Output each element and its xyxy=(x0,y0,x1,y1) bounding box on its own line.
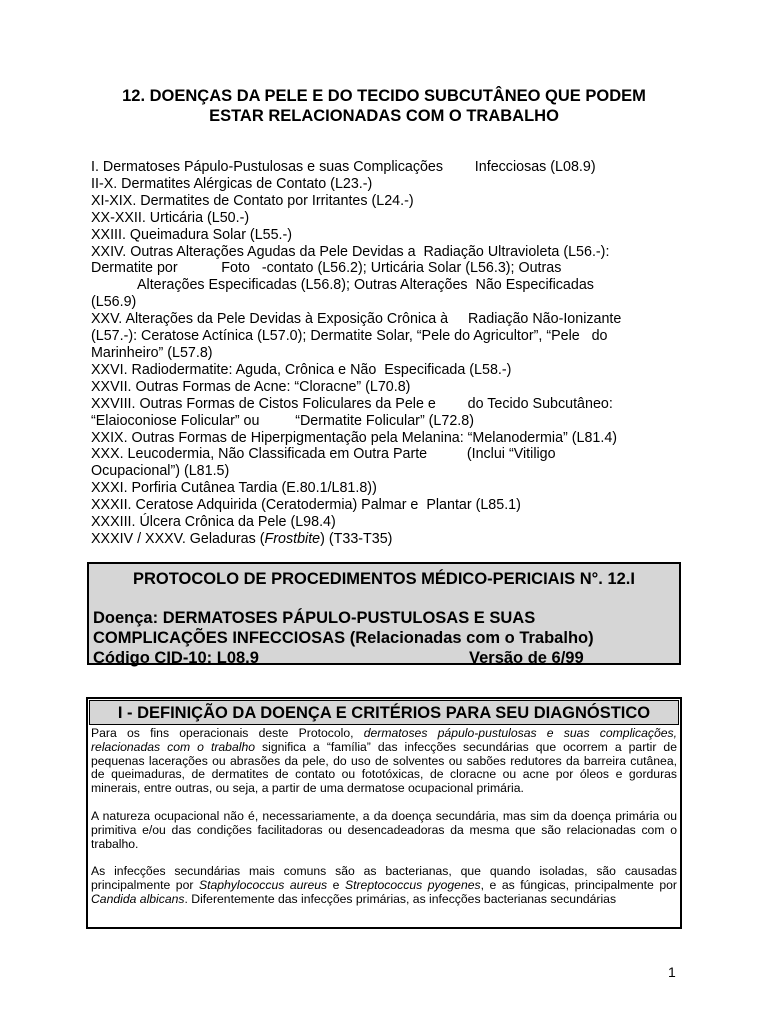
list-item: XXIV. Outras Alterações Agudas da Pele Devidas a Radiação Ultravioleta (L56.-): xyxy=(91,243,610,260)
paragraph xyxy=(91,727,677,796)
list-item: XI-XIX. Dermatites de Contato por Irritantes (L24.-) xyxy=(91,192,414,209)
disease-name-cont: COMPLICAÇÕES INFECCIOSAS xyxy=(93,629,346,647)
paragraph-text: significa a “família” das infecções secundárias que ocorrem a partir de pequenas lacerações ou abrasões da pele, do uso de solventes ou sabões redutores da barreira cutânea, de queimaduras, de dermatites de contato ou fototóxicas, de cloracne ou acne por óleos e gorduras minerais, entre outras, ou seja, a partir de uma dermatose ocupacional primária. xyxy=(91,739,677,796)
list-item: Alterações Especificadas (L56.8); Outras Alterações Não Especificadas xyxy=(137,277,594,294)
disease-label: Doença: xyxy=(93,609,159,627)
list-item: Marinheiro” (L57.8) xyxy=(91,344,213,361)
paragraph-text: e xyxy=(327,878,345,893)
list-item: XXVI. Radiodermatite: Aguda, Crônica e Não Especificada (L58.-) xyxy=(91,361,512,378)
paragraph-italic: Streptococcus pyogenes xyxy=(344,878,481,893)
list-item: I. Dermatoses Pápulo-Pustulosas e suas Complicações Infecciosas (L08.9) xyxy=(91,159,596,175)
list-item-text: ) (T33-T35) xyxy=(320,530,393,547)
cid-code: Código CID-10: L08.9 xyxy=(93,649,259,667)
protocol-disease xyxy=(93,608,679,648)
paragraph-italic: Candida albicans xyxy=(91,891,185,906)
paragraph-text: . Diferentemente das infecções primárias, as infecções bacterianas secundárias xyxy=(184,891,617,906)
paragraph-italic: Staphylococcus aureus xyxy=(198,878,328,893)
section-heading: I - DEFINIÇÃO DA DOENÇA E CRITÉRIOS PARA SEU DIAGNÓSTICO xyxy=(89,700,679,725)
version: Versão de 6/99 xyxy=(469,649,584,667)
paragraph: A natureza ocupacional não é, necessariamente, a da doença secundária, mas sim da doença primária ou primitiva e/ou das condições facilitadoras ou desencadeadoras da mesma que são relacionadas com o trabalho. xyxy=(91,808,677,851)
title-line-1: 12. DOENÇAS DA PELE E DO TECIDO SUBCUTÂNEO QUE PODEM xyxy=(122,87,646,105)
list-item-italic: Frostbite xyxy=(264,530,321,547)
paragraph-text: Para os fins operacionais deste Protocolo, xyxy=(91,726,364,740)
list-item: Ocupacional”) (L81.5) xyxy=(91,463,230,480)
list-item: XXX. Leucodermia, Não Classificada em Outra Parte (Inclui “Vitiligo xyxy=(91,446,556,463)
section-body xyxy=(88,726,680,907)
list-item: XXVII. Outras Formas de Acne: “Cloracne” (L70.8) xyxy=(91,378,411,395)
paragraph-text: , e as fúngicas, principalmente por xyxy=(480,878,677,893)
disease-qualifier: (Relacionadas com o Trabalho) xyxy=(349,629,594,647)
list-item: II-X. Dermatites Alérgicas de Contato (L23.-) xyxy=(91,175,373,192)
protocol-box xyxy=(87,562,681,665)
list-item: XXXIII. Úlcera Crônica da Pele (L98.4) xyxy=(91,514,336,531)
list-item: XXIII. Queimadura Solar (L55.-) xyxy=(91,226,293,243)
list-item: Dermatite por Foto -contato (L56.2); Urticária Solar (L56.3); Outras xyxy=(91,260,562,277)
list-item-text: XXXIV / XXXV. Geladuras ( xyxy=(91,530,265,547)
list-item: XXVIII. Outras Formas de Cistos Foliculares da Pele e do Tecido Subcutâneo: xyxy=(91,395,613,412)
list-item: (L56.9) xyxy=(91,294,137,311)
document-title xyxy=(60,86,708,126)
paragraph xyxy=(91,865,677,906)
paragraph-italic: dermatoses pápulo-pustulosas e suas complicações, relacionadas com o trabalho xyxy=(91,726,677,754)
list-item: XXIX. Outras Formas de Hiperpigmentação pela Melanina: “Melanodermia” (L81.4) xyxy=(91,429,618,446)
list-item: “Elaioconiose Folicular” ou “Dermatite Folicular” (L72.8) xyxy=(91,412,474,429)
protocol-title: PROTOCOLO DE PROCEDIMENTOS MÉDICO-PERICIAIS N°. 12.I xyxy=(133,570,635,588)
paragraph-text: As infecções secundárias mais comuns são as bacterianas, que quando isoladas, são causadas principalmente por xyxy=(91,864,677,893)
title-line-2: ESTAR RELACIONADAS COM O TRABALHO xyxy=(209,107,559,125)
protocol-code-row xyxy=(93,648,679,668)
definition-section xyxy=(86,697,682,929)
list-item: XXXI. Porfiria Cutânea Tardia (E.80.1/L81.8)) xyxy=(91,480,377,497)
disease-list xyxy=(91,159,681,548)
disease-name: DERMATOSES PÁPULO-PUSTULOSAS E SUAS xyxy=(162,609,536,627)
list-item: XXV. Alterações da Pele Devidas à Exposição Crônica à Radiação Não-Ionizante xyxy=(91,311,622,328)
list-item-last xyxy=(91,531,681,548)
list-item: XXXII. Ceratose Adquirida (Ceratodermia) Palmar e Plantar (L85.1) xyxy=(91,497,521,514)
list-item: XX-XXII. Urticária (L50.-) xyxy=(91,209,250,226)
page-number: 1 xyxy=(668,964,676,980)
list-item: (L57.-): Ceratose Actínica (L57.0); Dermatite Solar, “Pele do Agricultor”, “Pele do xyxy=(91,328,608,345)
